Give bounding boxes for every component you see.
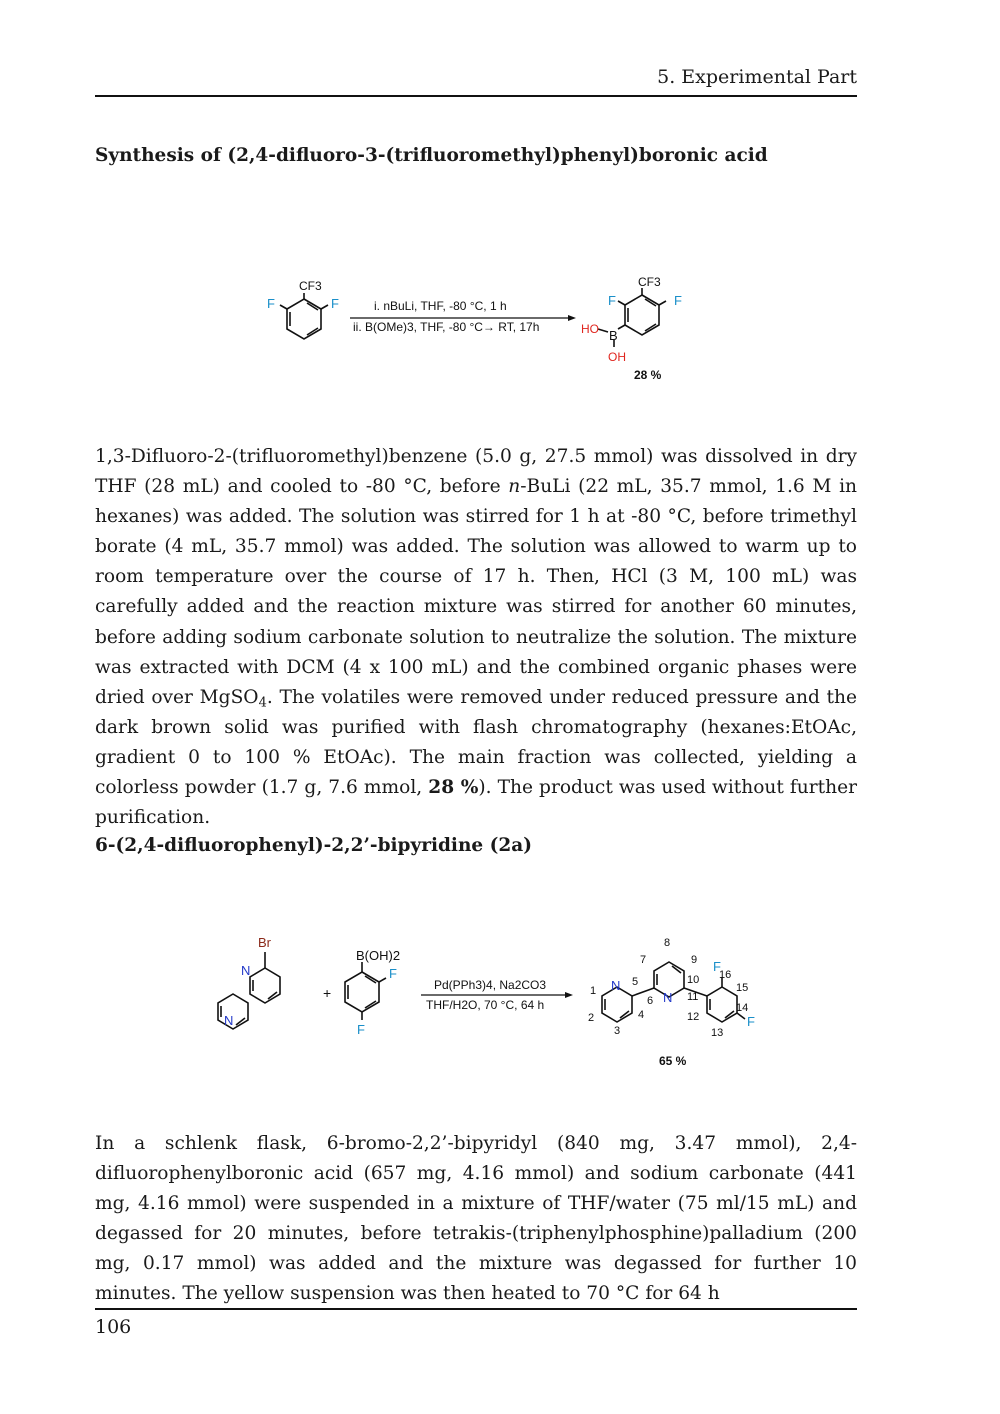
atom-number-13: 13 — [711, 1027, 724, 1039]
scheme2-yield: 65 % — [659, 1054, 687, 1068]
product-n1-label: N — [611, 978, 621, 993]
scheme1-condition-1: i. nBuLi, THF, -80 °C, 1 h — [374, 299, 507, 313]
atom-number-16: 16 — [719, 969, 732, 981]
atom-number-11: 11 — [687, 991, 699, 1003]
reactant-benzene-ring — [280, 293, 328, 339]
arrow-head-1 — [568, 315, 576, 321]
section-heading-boronic-acid: Synthesis of (2,4-difluoro-3-(trifluoromethyl)phenyl)boronic acid — [95, 145, 768, 166]
procedure-paragraph-1: 1,3-Difluoro-2-(trifluoromethyl)benzene (5.0 g, 27.5 mmol) was dissolved in dry THF (28 mL) and cooled to -80 °C, before n-BuLi (22 mL, 35.7 mmol, 1.6 M in hexanes) was added. The solution was stirred for 1 h at -80 °C, before trimethyl borate (4 mL, 35.7 mmol) was added. The solution was allowed to warm up to room temperature over the course of 17 h. Then, HCl (3 M, 100 mL) was carefully added and the reaction mixture was stirred for another 60 minutes, before adding sodium carbonate solution to neutralize the solution. The mixture was extracted with DCM (4 x 100 mL) and the combined organic phases were dried over MgSO$_4$. The volatiles were removed under reduced pressure and the dark brown solid was purified with flash chromatography (hexanes:EtOAc, gradient 0 to 100 % EtOAc). The main fraction was collected, yielding a colorless powder (1.7 g, 7.6 mmol, 28 %). The product was used without further purification. — [95, 446, 858, 829]
section-heading-bipyridine: 6-(2,4-difluorophenyl)-2,2’-bipyridine (2a) — [95, 835, 532, 856]
atom-number-7: 7 — [640, 954, 647, 966]
product-f-right-label: F — [674, 293, 682, 308]
product-f1-label: F — [713, 959, 721, 974]
header-rule — [95, 95, 857, 97]
reactant-f-right-label: F — [331, 296, 339, 311]
atom-number-2: 2 — [588, 1012, 595, 1024]
reactant1-br-label: Br — [258, 935, 271, 950]
reactant1-n1-label: N — [241, 963, 251, 978]
reactant2-f2-label: F — [357, 1022, 365, 1037]
reaction-scheme-2 — [185, 930, 775, 1075]
atom-number-3: 3 — [614, 1025, 621, 1037]
atom-number-8: 8 — [664, 937, 671, 949]
atom-number-5: 5 — [632, 976, 639, 988]
product-cf3-label: CF3 — [638, 275, 661, 289]
reactant-f-left-label: F — [267, 296, 275, 311]
product-n2-label: N — [663, 990, 673, 1005]
product-f2-label: F — [747, 1014, 755, 1029]
reactant1-n2-label: N — [224, 1013, 234, 1028]
atom-number-10: 10 — [687, 974, 700, 986]
reaction-scheme-1 — [250, 275, 710, 390]
atom-number-1: 1 — [590, 985, 597, 997]
arrow-head-2 — [565, 992, 573, 998]
atom-number-4: 4 — [638, 1009, 645, 1021]
product-f-left-label: F — [608, 293, 616, 308]
atom-number-9: 9 — [691, 954, 698, 966]
page-number: 106 — [95, 1316, 132, 1338]
reactant2-f1-label: F — [389, 966, 397, 981]
reactant2-benzene-ring — [345, 962, 386, 1020]
scheme1-condition-2: ii. B(OMe)3, THF, -80 °C→ RT, 17h — [353, 320, 540, 334]
footer-rule — [95, 1308, 857, 1310]
scheme2-condition-2: THF/H2O, 70 °C, 64 h — [426, 998, 545, 1012]
reactant2-boh2-label: B(OH)2 — [356, 948, 401, 963]
product-oh-label: OH — [608, 350, 626, 364]
reactant-cf3-label: CF3 — [299, 279, 322, 293]
product-b-label: B — [609, 328, 618, 343]
plus-sign: + — [323, 985, 332, 1001]
atom-number-6: 6 — [647, 995, 654, 1007]
scheme2-condition-1: Pd(PPh3)4, Na2CO3 — [434, 978, 547, 992]
procedure-paragraph-2: In a schlenk flask, 6-bromo-2,2’-bipyridyl (840 mg, 3.47 mmol), 2,4-difluorophenylboronic acid (657 mg, 4.16 mmol) and sodium carbonate (441 mg, 4.16 mmol) were suspended in a mixture of THF/water (75 ml/15 mL) and degassed for 20 minutes, before tetrakis-(triphenylphosphine)palladium (200 mg, 0.17 mmol) was added and the mixture was degassed for further 10 minutes. The yellow suspension was then heated to 70 °C for 64 h — [95, 1133, 857, 1305]
atom-number-12: 12 — [687, 1011, 700, 1023]
atom-number-14: 14 — [736, 1002, 749, 1014]
scheme1-yield: 28 % — [634, 368, 662, 382]
product-ho-label: HO — [581, 322, 599, 336]
atom-number-15: 15 — [736, 982, 749, 994]
running-header: 5. Experimental Part — [657, 66, 857, 88]
